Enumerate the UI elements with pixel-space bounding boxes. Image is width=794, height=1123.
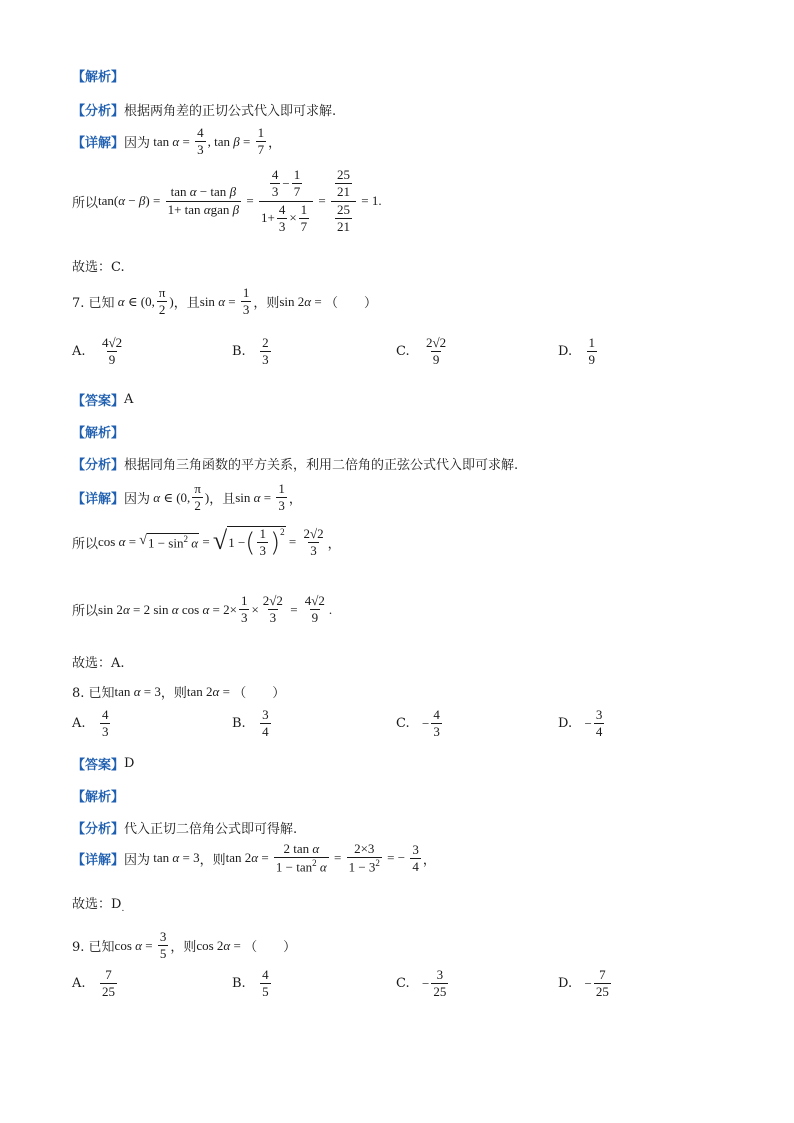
question-9-stem: 9. 已知 cos α = $\frac{3}{5}$ ，则 cos 2α = （ ） [72, 929, 297, 962]
analysis-line-1: 【分析】 根据两角差的正切公式代入即可求解. [72, 104, 337, 119]
q7-option-b[interactable]: B. 2 3 [232, 335, 269, 368]
formula-cos-q7: 所以 cos α = √ $1 - \sin^2 \alpha$ = √ 1 − ( 1 3 ) $^2$ = $\frac{2√2}{3}$ ， [72, 525, 341, 559]
q8-answer-line: 【答案】 D [72, 756, 135, 773]
analysis-heading-3: 【解析】 [72, 790, 125, 805]
q7-answer-line: 【答案】 A [72, 392, 134, 409]
analysis-heading-2: 【解析】 [72, 426, 125, 441]
formula-sin2a-q7: 所以 sin 2α = 2 sin α cos α = 2× $\frac{1}{3}$ × $\frac{2√2}{3}$ = $\frac{4√2}{9}$ . [72, 593, 333, 626]
analysis-heading-1: 【解析】 [72, 70, 125, 85]
detail-line-q6: 【详解】 因为 tan α = $\frac{4}{3}$ , tan β = $\frac{1}{7}$ ， [72, 125, 282, 158]
detail-line-q8: 【详解】 因为 tan α = 3 ，则 tan 2α = $\frac{\text{2 tan α}}{1 - \tan^2 \alpha}$ = $\frac{2\times 3}{1 - 3^2}$ = − $\frac{3}{4}$ ， [72, 841, 436, 875]
q8-option-d[interactable]: D. − $\frac{3}{4}$ [558, 707, 603, 740]
detail-line-q7: 【详解】 因为 α ∈ (0, π 2 ) ，且 sin α = $\frac{1}{3}$ ， [72, 481, 302, 514]
q9-option-b[interactable]: B. 4 5 [232, 967, 269, 1000]
q6-answer-select: 故选：C. [72, 260, 125, 275]
analysis-line-2: 【分析】 根据同角三角函数的平方关系，利用二倍角的正弦公式代入即可求解. [72, 458, 519, 473]
q7-select: 故选：A. [72, 656, 125, 671]
q8-select: 故选：D . [72, 896, 125, 914]
q7-option-a[interactable]: A. 4√2 9 [72, 335, 123, 368]
question-8-stem: 8. 已知 tan α = 3 ，则 tan 2α = （ ） [72, 683, 286, 701]
q9-option-d[interactable]: D. − $\frac{7}{25}$ [558, 967, 609, 1000]
question-7-stem: 7. 已知 α ∈ (0, π 2 ) ，且 sin α = $\frac{1}{3}$ ，则 sin 2α = （ ） [72, 285, 377, 318]
formula-line-q6: 所以 tan(α − β) = tan α − tan β 1+ tan αgan β = 4 3 − 1 7 1+ 4 3 × 1 7 = $\frac{\frac{25}{21}}{\frac{25}{21}}$ = 1. [72, 167, 382, 234]
q8-option-c[interactable]: C. − $\frac{4}{3}$ [396, 707, 440, 740]
q9-option-a[interactable]: A. 7 25 [72, 967, 115, 1000]
q8-option-a[interactable]: A. 4 3 [72, 707, 109, 740]
q8-option-b[interactable]: B. 3 4 [232, 707, 269, 740]
analysis-line-3: 【分析】 代入正切二倍角公式即可得解. [72, 822, 298, 837]
q7-option-d[interactable]: D. 1 9 [558, 335, 595, 368]
q7-option-c[interactable]: C. 2√2 9 [396, 335, 447, 368]
q9-option-c[interactable]: C. − $\frac{3}{25}$ [396, 967, 447, 1000]
